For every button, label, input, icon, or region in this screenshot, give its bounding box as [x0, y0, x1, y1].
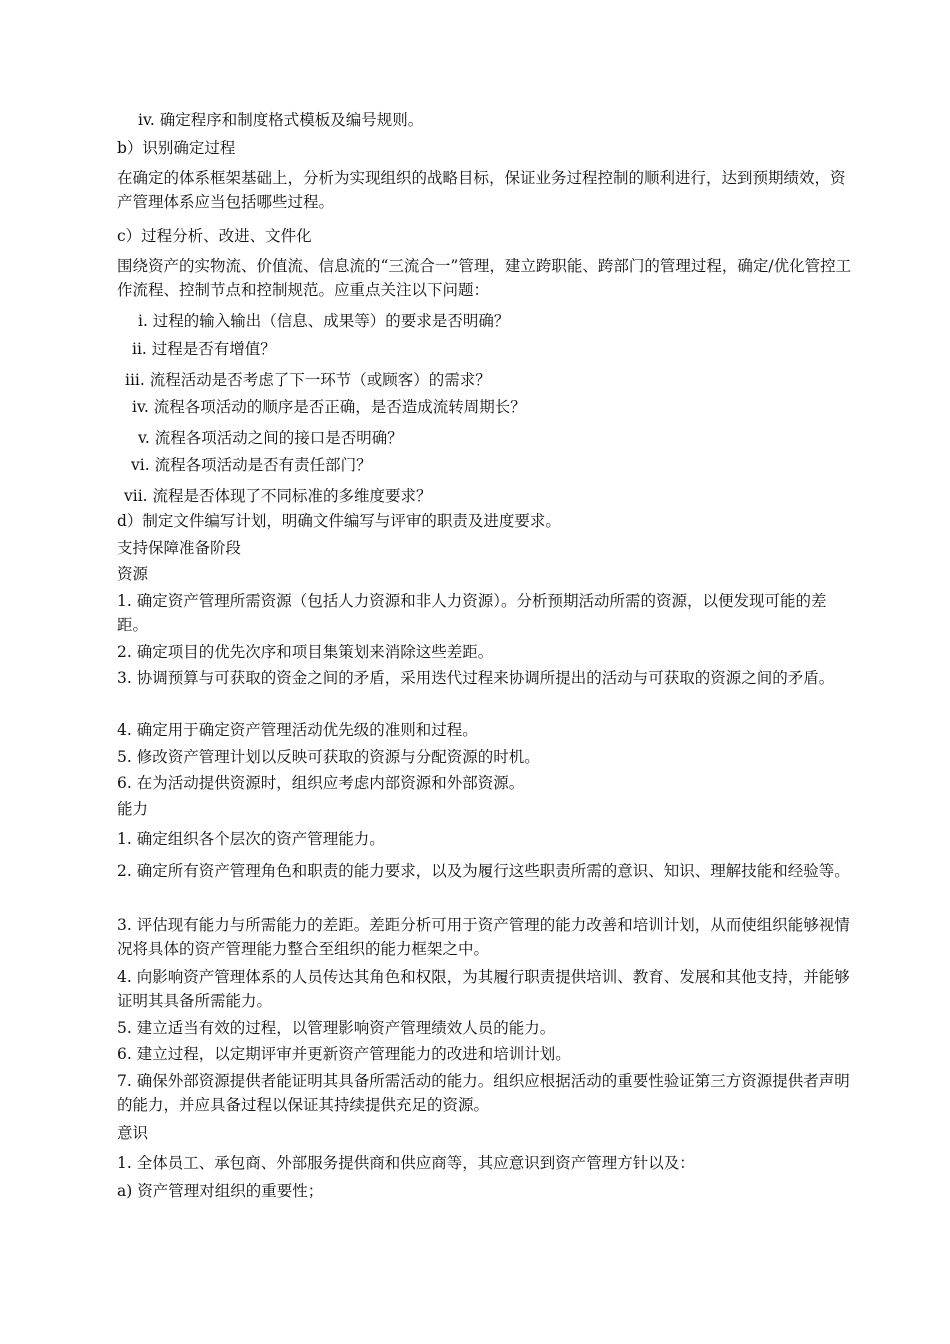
numbered-item: 4. 向影响资产管理体系的人员传达其角色和权限，为其履行职责提供培训、教育、发展和其他支持，并能够证明其具备所需能力。 [117, 968, 850, 1010]
numbered-item: 3. 协调预算与可获取的资金之间的矛盾，采用迭代过程来协调所提出的活动与可获取的资源之间的矛盾。 [117, 669, 835, 687]
numbered-item: 5. 建立适当有效的过程，以管理影响资产管理绩效人员的能力。 [117, 1019, 556, 1037]
subsection-heading: 意识 [117, 1124, 149, 1142]
numbered-item: 2. 确定所有资产管理角色和职责的能力要求，以及为履行这些职责所需的意识、知识、理解技能和经验等。 [117, 862, 850, 880]
numbered-item: 1. 全体员工、承包商、外部服务提供商和供应商等，其应意识到资产管理方针以及： [117, 1154, 695, 1172]
text-line: iv. 确定程序和制度格式模板及编号规则。 [138, 111, 424, 129]
numbered-item: 5. 修改资产管理计划以反映可获取的资源与分配资源的时机。 [117, 748, 540, 766]
numbered-item: 4. 确定用于确定资产管理活动优先级的准则和过程。 [117, 721, 478, 739]
numbered-item: 3. 评估现有能力与所需能力的差距。差距分析可用于资产管理的能力改善和培训计划，从而使组织能够视情况将具体的资产管理能力整合至组织的能力框架之中。 [117, 916, 850, 958]
list-item: vii. 流程是否体现了不同标准的多维度要求？ [124, 487, 432, 505]
subsection-heading: 能力 [117, 800, 149, 818]
list-item: iv. 流程各项活动的顺序是否正确，是否造成流转周期长？ [132, 398, 526, 416]
paragraph: 在确定的体系框架基础上，分析为实现组织的战略目标，保证业务过程控制的顺利进行，达到预期绩效，资产管理体系应当包括哪些过程。 [117, 169, 846, 211]
section-heading: b）识别确定过程 [117, 139, 236, 157]
numbered-item: 2. 确定项目的优先次序和项目集策划来消除这些差距。 [117, 643, 494, 661]
numbered-item: 6. 在为活动提供资源时，组织应考虑内部资源和外部资源。 [117, 774, 525, 792]
section-heading: d）制定文件编写计划，明确文件编写与评审的职责及进度要求。 [117, 512, 561, 530]
subsection-heading: 资源 [117, 565, 149, 583]
numbered-item: 1. 确定组织各个层次的资产管理能力。 [117, 830, 385, 848]
list-item: iii. 流程活动是否考虑了下一环节（或顾客）的需求？ [125, 371, 491, 389]
list-item: v. 流程各项活动之间的接口是否明确？ [138, 429, 403, 447]
numbered-item: 1. 确定资产管理所需资源（包括人力资源和非人力资源）。分析预期活动所需的资源，以便发现可能的差距。 [117, 592, 827, 634]
list-item: i. 过程的输入输出（信息、成果等）的要求是否明确？ [138, 312, 510, 330]
lettered-item: a) 资产管理对组织的重要性； [117, 1182, 324, 1200]
numbered-item: 6. 建立过程，以定期评审并更新资产管理能力的改进和培训计划。 [117, 1045, 571, 1063]
list-item: vi. 流程各项活动是否有责任部门？ [131, 456, 372, 474]
numbered-item: 7. 确保外部资源提供者能证明其具备所需活动的能力。组织应根据活动的重要性验证第三方资源提供者声明的能力，并应具备过程以保证其持续提供充足的资源。 [117, 1072, 850, 1114]
list-item: ii. 过程是否有增值？ [132, 340, 276, 358]
phase-heading: 支持保障准备阶段 [117, 539, 242, 557]
paragraph: 围绕资产的实物流、价值流、信息流的“三流合一”管理，建立跨职能、跨部门的管理过程，确定/优化管控工作流程、控制节点和控制规范。应重点关注以下问题： [117, 257, 852, 299]
section-heading: c）过程分析、改进、文件化 [117, 227, 312, 245]
